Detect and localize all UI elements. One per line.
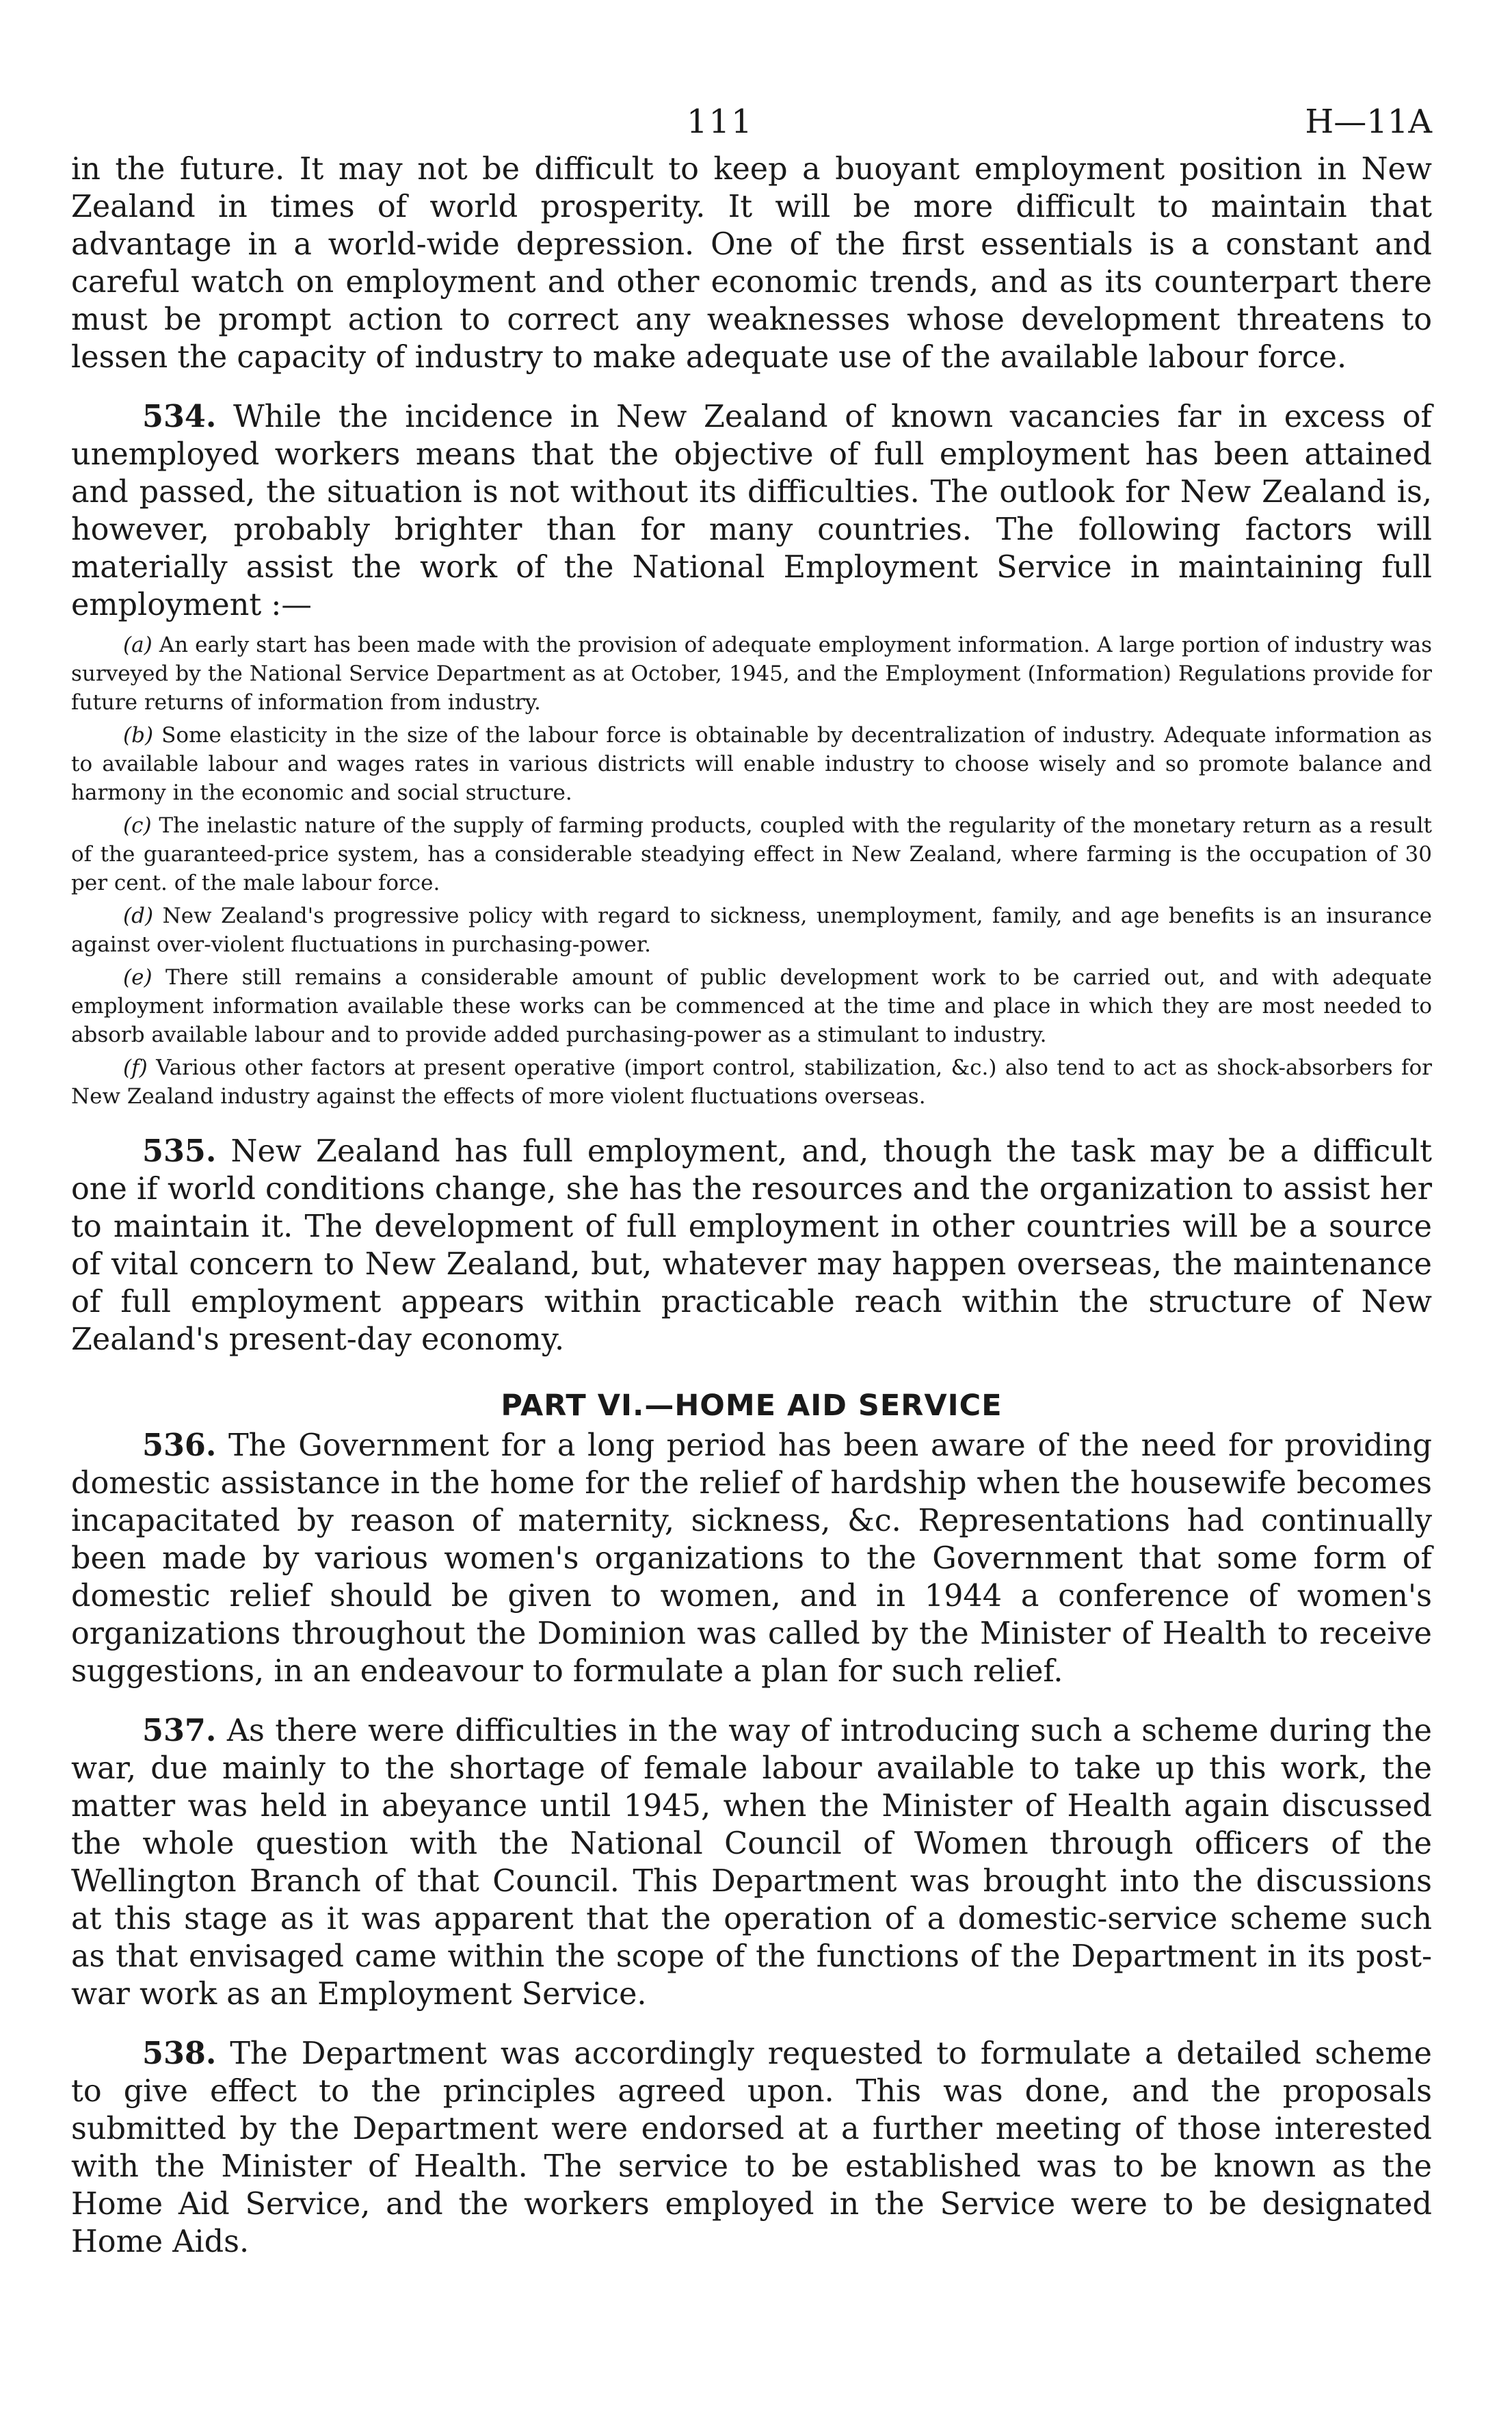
- paragraph-537: [71, 1712, 1432, 2013]
- intro-paragraph: in the future. It may not be difficult to keep a buoyant employment position in New Zealand in times of world prosperity. It will be more difficult to maintain that advantage in a world-wide depression. One of the first essentials is a constant and careful watch on employment and other economic trends, and as its counterpart there must be prompt action to correct any weaknesses whose development threatens to lessen the capacity of industry to make adequate use of the available labour force.: [71, 152, 1432, 375]
- list-item-text: New Zealand's progressive policy with regard to sickness, unemployment, family, and age benefits is an insurance against over-violent fluctuations in purchasing-power.: [71, 904, 1432, 957]
- list-item-text: The inelastic nature of the supply of farming products, coupled with the regularity of the monetary return as a result of the guaranteed-price system, has a considerable steadying effect in New Zealand, where farming is the occupation of 30 per cent. of the male labour force.: [71, 813, 1433, 895]
- page-number: 111: [687, 103, 754, 141]
- paragraph-number: 536.: [142, 1428, 217, 1463]
- list-item: [71, 963, 1432, 1049]
- document-page: [71, 103, 1432, 2261]
- paragraph-535: [71, 1133, 1432, 1358]
- list-item: [71, 811, 1432, 897]
- paragraph-534: [71, 398, 1432, 624]
- list-item-text: Various other factors at present operative (import control, stabilization, &c.) also tend to act as shock-absorbers for New Zealand industry against the effects of more violent fluctuations overseas.: [71, 1055, 1432, 1109]
- list-marker: (a): [123, 633, 152, 657]
- document-code: H—11A: [1305, 103, 1432, 141]
- paragraph-text: While the incidence in New Zealand of known vacancies far in excess of unemployed workers means that the objective of full employment has been attained and passed, the situation is not without its difficulties. The outlook for New Zealand is, however, probably brighter than for many countries. The following factors will materially assist the work of the National Employment Service in maintaining full employment :—: [71, 399, 1432, 622]
- paragraph-number: 535.: [142, 1133, 217, 1169]
- factors-list: [71, 631, 1432, 1111]
- list-item-text: Some elasticity in the size of the labour force is obtainable by decentralization of industry. Adequate information as to available labour and wages rates in various districts will enable industry to choose wisely and so promote balance and harmony in the economic and social structure.: [71, 723, 1432, 805]
- paragraph-number: 534.: [142, 399, 217, 434]
- list-marker: (f): [123, 1055, 148, 1080]
- list-marker: (e): [123, 965, 152, 990]
- list-item: [71, 721, 1432, 807]
- paragraph-536: [71, 1427, 1432, 1690]
- paragraph-text: The Government for a long period has been aware of the need for providing domestic assistance in the home for the relief of hardship when the housewife becomes incapacitated by reason of maternity, sickness, &c. Representations had continually been made by various women's organizations to the Government that some form of domestic relief should be given to women, and in 1944 a conference of women's organizations throughout the Dominion was called by the Minister of Health to receive suggestions, in an endeavour to formulate a plan for such relief.: [71, 1428, 1432, 1689]
- list-item: [71, 1053, 1432, 1111]
- list-item: [71, 902, 1432, 959]
- list-marker: (d): [123, 904, 154, 928]
- list-marker: (c): [123, 813, 152, 838]
- paragraph-number: 538.: [142, 2036, 217, 2071]
- paragraph-text: The Department was accordingly requested to formulate a detailed scheme to give effect to the principles agreed upon. This was done, and the proposals submitted by the Department were endorsed at a further meeting of those interested with the Minister of Health. The service to be established was to be known as the Home Aid Service, and the workers employed in the Service were to be designated Home Aids.: [71, 2036, 1432, 2259]
- paragraph-text: New Zealand has full employment, and, though the task may be a difficult one if world conditions change, she has the resources and the organization to assist her to maintain it. The development of full employment in other countries will be a source of vital concern to New Zealand, but, whatever may happen overseas, the maintenance of full employment appears within practicable reach within the structure of New Zealand's present-day economy.: [71, 1134, 1432, 1357]
- list-item: [71, 631, 1432, 717]
- paragraph-text: As there were difficulties in the way of introducing such a scheme during the war, due mainly to the shortage of female labour available to take up this work, the matter was held in abeyance until 1945, when the Minister of Health again discussed the whole question with the National Council of Women through officers of the Wellington Branch of that Council. This Department was brought into the discussions at this stage as it was apparent that the operation of a domestic-service scheme such as that envisaged came within the scope of the functions of the Department in its post-war work as an Employment Service.: [71, 1713, 1432, 2012]
- section-heading: PART VI.—HOME AID SERVICE: [501, 1389, 1003, 1423]
- list-item-text: There still remains a considerable amount of public development work to be carried out, and with adequate employment information available these works can be commenced at the time and place in which they are most needed to absorb available labour and to provide added purchasing-power as a stimulant to industry.: [71, 965, 1432, 1047]
- list-item-text: An early start has been made with the provision of adequate employment information. A large portion of industry was surveyed by the National Service Department as at October, 1945, and the Employment (Information) Regulations provide for future returns of information from industry.: [71, 633, 1432, 715]
- paragraph-number: 537.: [142, 1713, 217, 1748]
- page-header: [71, 103, 1432, 150]
- list-marker: (b): [123, 723, 154, 748]
- paragraph-538: [71, 2035, 1432, 2261]
